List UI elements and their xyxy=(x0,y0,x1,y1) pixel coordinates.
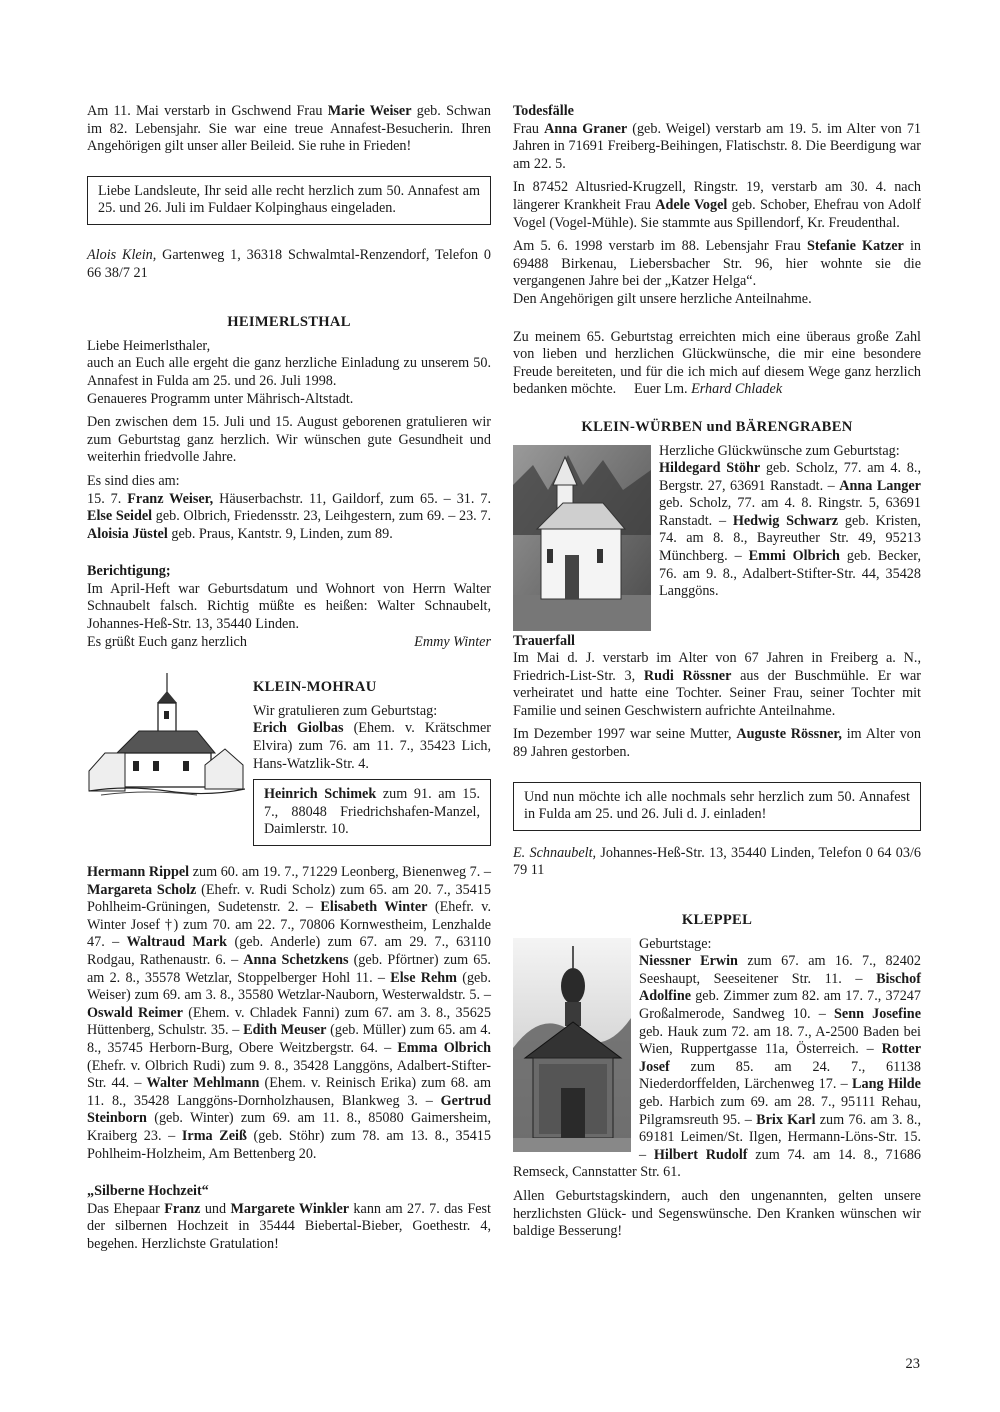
list-entry-text: (geb. Weiser) zum 69. am 3. 8., 35580 Wetzlar-Nauborn, Westerwaldstr. 5. – xyxy=(87,969,491,1004)
death-graner: Frau Anna Graner (geb. Weigel) verstarb am 19. 5. im Alter von 71 Jahren in 71691 Freiberg-Beihingen, Flatischstr. 8. Die Beerdigung war am 22. 5. xyxy=(513,120,922,172)
list-entry-text: (Ehem. v. Reinisch Erika) zum 68. am 11. 8., 35428 Langgöns-Dornholzhausen, Blankweg 3. – xyxy=(87,1075,491,1109)
km-intro: Wir gratulieren zum Geburtstag: xyxy=(253,702,438,719)
list-entry-text: geb. Scholz, 77. am 4. 8., Bergstr. 27, 63691 Ranstadt. – xyxy=(659,460,921,494)
list-entry-text: zum 76. am 3. 8., 69181 Leimen/St. Ilgen, Hermann-Löns-Str. 15. – xyxy=(639,1111,921,1163)
list-entry-name: Lang Hilde xyxy=(852,1076,921,1093)
correction-text: Im April-Heft war Geburtsdatum und Wohnort von Herrn Walter Schnaubelt falsch. Richtig müßte es heißen: Walter Schnaubelt, Johannes-Heß-Str. 13, 35440 Linden. xyxy=(87,580,491,633)
right-column xyxy=(513,103,921,1247)
village-church-drawing xyxy=(87,673,245,797)
list-entry-name: Senn Josefine xyxy=(834,1006,921,1022)
km-birthday-list xyxy=(87,864,491,1163)
thanks-chladek: Zu meinem 65. Geburtstag erreichten mich eine überaus große Zahl von lieben und herzlichen Glückwünsche, die mir eine besondere Freude bereiteten, und für die ich mich auf diesem Wege ganz herzlich bedanken möchte. Euer Lm. Erhard Chladek xyxy=(513,328,921,398)
left-column xyxy=(87,103,491,1259)
heim-program: Genaueres Programm unter Mährisch-Altstadt. xyxy=(87,390,354,407)
contact-schnaubelt: E. Schnaubelt, Johannes-Heß-Str. 13, 35440 Linden, Telefon 0 64 03/6 79 11 xyxy=(513,844,921,879)
list-entry-name: Margareta Scholz xyxy=(87,881,197,898)
list-entry-name: Gertrud Steinborn xyxy=(87,1092,491,1127)
silver-wedding-title: „Silberne Hochzeit“ xyxy=(87,1183,209,1200)
bereavement-roessner: Im Mai d. J. verstarb im Alter von 67 Jahren in Freiberg a. N., Friedrich-List-Str. 3, Rudi Rössner aus der Buschmühle. Er war verheiratet und hatte eine Tochter. Seiner Frau, seiner Tochter mit Familie und seinen Geschwistern aufrichte Anteilnahme. xyxy=(513,650,921,719)
list-entry-text: (geb. Müller) zum 65. am 4. 8., 35745 Herborn-Burg, Obere Weitzbergstr. 64. – xyxy=(87,1022,491,1056)
list-entry-text: geb. Harbich zum 69. am 28. 7., 95111 Rehau, Pilgramsreuth 95. – xyxy=(639,1093,921,1128)
obituary-weiser: Am 11. Mai verstarb in Gschwend Frau Marie Weiser geb. Schwan im 82. Lebensjahr. Sie war eine treue Annafest-Besucherin. Ihren Angehörigen gilt unser aller Beileid. Sie ruhe in Frieden! xyxy=(87,103,491,155)
heim-congrats: Den zwischen dem 15. Juli und 15. August geborenen gratulieren wir zum Geburtstag ganz herzlich. Wir wünschen gute Gesundheit und weiterhin friedvolle Jahre. xyxy=(87,414,491,466)
list-entry-name: Hermann Rippel xyxy=(87,864,190,880)
silver-wedding-text: Das Ehepaar Franz und Margarete Winkler kann am 27. 7. das Fest der silbernen Hochzeit in 35444 Biebertal-Bieber, Goethestr. 4, begehen. Herzlichste Gratulation! xyxy=(87,1200,491,1252)
heim-birthday-list: 15. 7. Franz Weiser, Häuserbachstr. 11, Gaildorf, zum 65. – 31. 7. Else Seidel geb. Olbrich, Friedensstr. 23, Leihgestern, zum 69. – 23. 7. Aloisia Jüstel geb. Praus, Kantstr. 9, Linden, zum 89. xyxy=(87,490,492,542)
list-entry-name: Rotter Josef xyxy=(639,1041,921,1075)
list-entry-text: geb. Hauk zum 72. am 18. 7., A-2500 Baden bei Wien, Ruppertgasse 11a, Österreich. – xyxy=(639,1023,921,1058)
list-entry-name: Emmi Olbrich xyxy=(748,548,840,565)
list-entry-text: geb. Zimmer zum 82. am 17. 7., 37247 Großalmerode, Sandweg 10. – xyxy=(639,988,921,1022)
list-entry-text: zum 74. am 14. 8., 71686 Remseck, Cannstatter Str. 61. xyxy=(513,1146,922,1181)
list-entry-name: Hildegard Stöhr xyxy=(659,460,761,477)
list-entry-name: Hedwig Schwarz xyxy=(732,512,839,529)
list-entry-name: Edith Meuser xyxy=(243,1022,327,1039)
chapel-tower-photo xyxy=(513,938,631,1152)
section-title-kleppel: KLEPPEL xyxy=(681,912,753,929)
correction-title: Berichtigung; xyxy=(87,563,171,580)
list-entry-name: Else Rehm xyxy=(390,969,457,986)
list-entry-text: geb. Scholz, 77. am 4. 8. Ringstr. 5, 63691 Ranstadt. – xyxy=(659,495,921,529)
list-entry-name: Emma Olbrich xyxy=(397,1039,491,1056)
km-highlight-box: Heinrich Schimek zum 91. am 15. 7., 88048 Friedrichshafen-Manzel, Daimlerstr. 10. xyxy=(253,779,491,846)
list-entry-text: (Ehefr. v. Winter Josef †) zum 70. am 22. 7., 70806 Kornwestheim, Lenzhalde 47. – xyxy=(87,899,491,951)
list-entry-text: (geb. Stöhr) zum 78. am 13. 8., 35415 Pohlheim-Holzheim, Am Bettenberg 20. xyxy=(87,1127,491,1162)
list-entry-name: Bischof Adolfine xyxy=(639,970,921,1005)
list-entry-text: (Ehem. v. Chladek Fanni) zum 67. am 3. 8., 35625 Hüttenberg, Schulstr. 35. – xyxy=(87,1004,491,1039)
list-entry-text: zum 60. am 19. 7., 71229 Leonberg, Bienenweg 7. – xyxy=(189,864,491,880)
kw-intro: Herzliche Glückwünsche zum Geburtstag: xyxy=(659,442,900,459)
kleppel-closing: Allen Geburtstagskindern, auch den ungenannten, gelten unsere herzlichsten Glück- und Segenswünsche. Den Kranken wünschen wir baldige Besserung! xyxy=(513,1187,921,1240)
bereavement-mother: Im Dezember 1997 war seine Mutter, Auguste Rössner, im Alter von 89 Jahren gestorben. xyxy=(513,726,921,761)
contact-klein: Alois Klein, Gartenweg 1, 36318 Schwalmtal-Renzendorf, Telefon 0 66 38/7 21 xyxy=(87,246,491,281)
list-entry-name: Brix Karl xyxy=(756,1111,816,1128)
invitation-box-2: Und nun möchte ich alle nochmals sehr herzlich zum 50. Annafest in Fulda am 25. und 26. Juli d. J. einladen! xyxy=(513,782,921,831)
kl-intro: Geburtstage: xyxy=(639,935,712,952)
correction-signature: Es grüßt Euch ganz herzlich Emmy Winter xyxy=(87,633,491,650)
heim-list-intro: Es sind dies am: xyxy=(87,472,180,489)
section-title-heimerlsthal: HEIMERLSTHAL xyxy=(227,314,351,331)
list-entry-text: geb. Kristen, 74. am 8. 8., Bayreuther Str. 49, 95213 Münchberg. – xyxy=(659,512,921,565)
km-entry-giolbas: Erich Giolbas (Ehem. v. Krätschmer Elvira) zum 76. am 11. 7., 35423 Lich, Hans-Watzlik-Str. 4. xyxy=(253,720,491,772)
page-number: 23 xyxy=(905,1356,920,1372)
list-entry-name: Waltraud Mark xyxy=(126,934,228,951)
section-title-klein-mohrau: KLEIN-MOHRAU xyxy=(253,679,377,696)
invitation-box: Liebe Landsleute, Ihr seid alle recht herzlich zum 50. Annafest am 25. und 26. Juli im Fuldaer Kolpinghaus eingeladen. xyxy=(87,176,491,225)
heim-greeting: Liebe Heimerlsthaler, xyxy=(87,337,211,354)
death-katzer: Am 5. 6. 1998 verstarb im 88. Lebensjahr Frau Stefanie Katzer in 69488 Birkenau, Liebersbacher Str. 96, hier wohnte sie die vergangenen Jahre bei der „Katzer Helga“. xyxy=(513,238,922,290)
list-entry-text: (Ehefr. v. Rudi Scholz) zum 65. am 20. 7., 35415 Pohlheim-Grüningen, Sudetenstr. 2. – xyxy=(87,881,491,916)
section-title-klein-wuerben: KLEIN-WÜRBEN und BÄRENGRABEN xyxy=(581,418,853,435)
list-entry-name: Niessner Erwin xyxy=(639,953,738,970)
list-entry-name: Anna Langer xyxy=(839,477,921,494)
heim-invitation: auch an Euch alle ergeht die ganz herzliche Einladung zu unserem 50. Annafest in Fulda am 25. und 26. Juli 1998. xyxy=(87,355,491,389)
list-entry-name: Walter Mehlmann xyxy=(146,1075,260,1092)
list-entry-text: (geb. Anderle) zum 67. am 29. 7., 63110 Rodgau, Rathenaustr. 6. – xyxy=(87,934,492,968)
deaths-title: Todesfälle xyxy=(513,103,574,119)
list-entry-name: Hilbert Rudolf xyxy=(653,1146,748,1163)
deaths-condolence: Den Angehörigen gilt unsere herzliche Anteilnahme. xyxy=(513,290,812,307)
klein-mohrau-section xyxy=(87,679,491,1163)
list-entry-text: (geb. Pförtner) zum 65. am 2. 8., 35578 Wetzlar, Stoppelberger Hohl 11. – xyxy=(87,951,491,986)
list-entry-text: (Ehefr. v. Olbrich Rudi) zum 9. 8., 35428 Langgöns, Adalbert-Stifter-Str. 44. – xyxy=(87,1057,491,1092)
list-entry-name: Elisabeth Winter xyxy=(320,899,428,916)
death-vogel: In 87452 Altusried-Krugzell, Ringstr. 19, verstarb am 30. 4. nach längerer Krankheit Frau Adele Vogel geb. Schober, Ehefrau von Adolf Vogel (Vogel-Mühle). Sie stammte aus Spillendorf, Kr. Freudenthal. xyxy=(513,179,921,231)
chapel-photo xyxy=(513,445,651,631)
list-entry-name: Anna Schetzkens xyxy=(243,951,349,968)
list-entry-text: geb. Becker, 76. am 9. 8., Adalbert-Stifter-Str. 44, 35428 Langgöns. xyxy=(659,548,921,600)
bereavement-title: Trauerfall xyxy=(513,632,575,649)
list-entry-name: Oswald Reimer xyxy=(87,1004,183,1021)
list-entry-name: Irma Zeiß xyxy=(181,1127,247,1144)
klein-wuerben-section xyxy=(513,443,921,633)
list-entry-text: (geb. Winter) zum 69. am 11. 8., 85080 Gaimersheim, Kraiberg 23. – xyxy=(87,1110,491,1144)
kleppel-section xyxy=(513,936,921,1182)
list-entry-text: zum 85. am 24. 7., 61138 Niederdorffelden, Lärchenweg 17. – xyxy=(639,1058,921,1093)
list-entry-text: zum 67. am 16. 7., 82402 Seeshaupt, Seeseitener Str. 11. – xyxy=(639,953,921,987)
